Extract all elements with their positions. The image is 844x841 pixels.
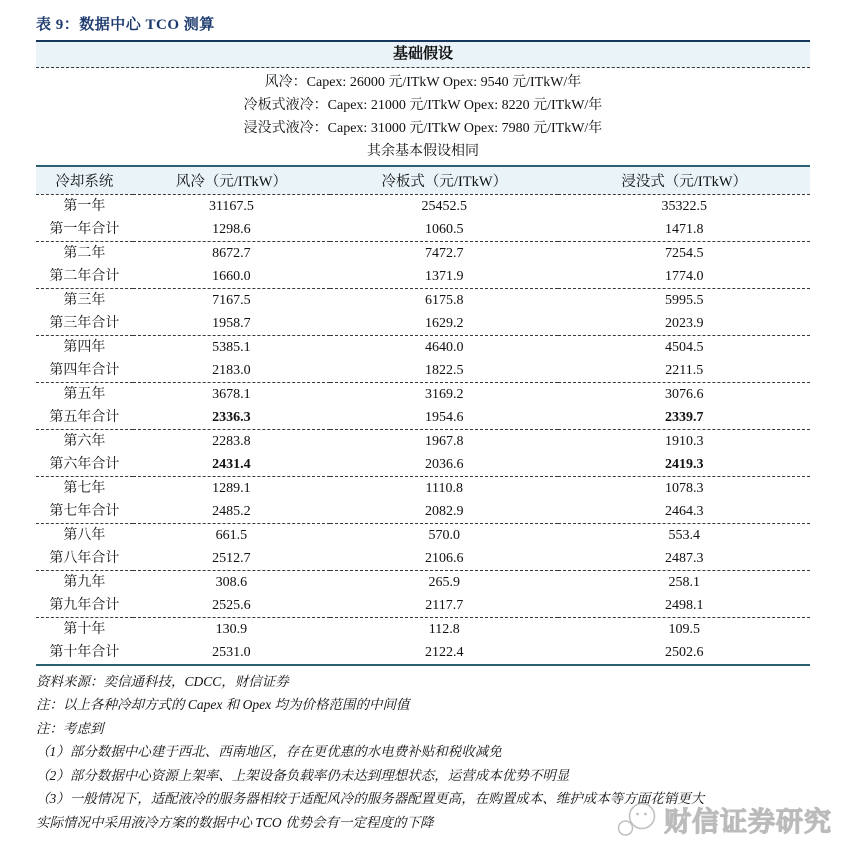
air-cooling-value-cell: 5385.1 xyxy=(212,339,251,355)
table-row xyxy=(36,570,810,594)
tco-table xyxy=(36,165,810,666)
year-label-cell: 第七年合计 xyxy=(36,500,133,524)
air-cooling-value-cell: 2431.4 xyxy=(133,453,330,477)
assumptions-block xyxy=(36,68,810,165)
table-row xyxy=(36,406,810,430)
watermark-text: 财信证券研究 xyxy=(664,807,832,837)
immersion-value-cell: 3076.6 xyxy=(664,386,704,402)
year-label-cell: 第二年合计 xyxy=(36,265,133,289)
note-item-3: （3）一般情况下，适配液冷的服务器相较于适配风冷的服务器配置更高，在购置成本、维护成本等方面花销更大 xyxy=(36,791,705,806)
report-table-figure xyxy=(36,10,810,834)
year-label-cell: 第三年合计 xyxy=(36,312,133,336)
cold-plate-value-cell: 1822.5 xyxy=(330,359,558,383)
year-label-cell: 第五年合计 xyxy=(36,406,133,430)
table-row xyxy=(36,476,810,500)
year-label-cell: 第四年合计 xyxy=(36,359,133,383)
cold-plate-value-cell: 1967.8 xyxy=(425,433,464,449)
page-title: 表 9：数据中心 TCO 测算 xyxy=(36,17,215,33)
table-row xyxy=(36,594,810,618)
tco-table-body xyxy=(36,194,810,665)
immersion-value-cell: 258.1 xyxy=(668,574,700,590)
cold-plate-value-cell: 112.8 xyxy=(428,621,460,637)
table-row xyxy=(36,382,810,406)
year-label-cell: 第四年 xyxy=(63,339,106,355)
immersion-value-cell: 2339.7 xyxy=(558,406,810,430)
immersion-value-cell: 2464.3 xyxy=(558,500,810,524)
immersion-value-cell: 2419.3 xyxy=(558,453,810,477)
air-cooling-value-cell: 2336.3 xyxy=(133,406,330,430)
note-conclusion: 实际情况中采用液冷方案的数据中心 TCO 优势会有一定程度的下降 xyxy=(36,814,434,830)
air-cooling-value-cell: 2283.8 xyxy=(212,433,251,449)
cold-plate-value-cell: 265.9 xyxy=(428,574,461,590)
air-cooling-value-cell: 2485.2 xyxy=(133,500,330,524)
year-label-cell: 第六年 xyxy=(63,433,106,449)
air-cooling-value-cell: 2525.6 xyxy=(133,594,330,618)
wechat-icon xyxy=(617,801,661,839)
immersion-value-cell: 2502.6 xyxy=(664,644,704,660)
table-row xyxy=(36,523,810,547)
immersion-value-cell: 35322.5 xyxy=(661,198,707,214)
table-row xyxy=(36,312,810,336)
year-label-cell: 第十年合计 xyxy=(49,644,120,660)
immersion-value-cell: 4504.5 xyxy=(664,339,704,355)
source-note: 资料来源：奕信通科技，CDCC，财信证券 xyxy=(36,673,289,689)
air-cooling-value-cell: 2531.0 xyxy=(212,644,251,660)
year-label-cell: 第九年合计 xyxy=(36,594,133,618)
table-row xyxy=(36,547,810,571)
year-label-cell: 第一年 xyxy=(63,198,106,214)
table-row xyxy=(36,218,810,242)
year-label-cell: 第八年 xyxy=(63,527,106,543)
year-label-cell: 第一年合计 xyxy=(36,218,133,242)
immersion-value-cell: 2487.3 xyxy=(558,547,810,571)
year-label-cell: 第七年 xyxy=(63,480,106,496)
immersion-value-cell: 1078.3 xyxy=(664,480,704,496)
year-label-cell: 第六年合计 xyxy=(36,453,133,477)
air-cooling-value-cell: 31167.5 xyxy=(208,198,254,214)
immersion-value-cell: 7254.5 xyxy=(664,245,704,261)
cold-plate-value-cell: 6175.8 xyxy=(425,292,464,308)
air-cooling-value-cell: 1958.7 xyxy=(133,312,330,336)
immersion-value-cell: 109.5 xyxy=(668,621,700,637)
cold-plate-value-cell: 25452.5 xyxy=(421,198,468,214)
assumptions-header: 基础假设 xyxy=(36,40,810,68)
year-label-cell: 第九年 xyxy=(63,574,106,590)
air-cooling-value-cell: 3678.1 xyxy=(212,386,251,402)
cold-plate-value-cell: 570.0 xyxy=(428,527,461,543)
assumption-line-immersion: 浸没式液冷：Capex: 31000 元/ITkW Opex: 7980 元/ITkW/年 xyxy=(243,121,603,136)
cold-plate-value-cell: 2036.6 xyxy=(330,453,558,477)
table-row xyxy=(36,335,810,359)
watermark xyxy=(617,800,832,839)
air-cooling-value-cell: 8672.7 xyxy=(212,245,251,261)
immersion-value-cell: 2023.9 xyxy=(558,312,810,336)
air-cooling-value-cell: 1298.6 xyxy=(133,218,330,242)
air-cooling-value-cell: 308.6 xyxy=(215,574,248,590)
cold-plate-value-cell: 3169.2 xyxy=(425,386,464,402)
col-header-immersion: 浸没式（元/ITkW） xyxy=(558,166,810,194)
table-row xyxy=(36,359,810,383)
year-label-cell: 第五年 xyxy=(63,386,106,402)
immersion-value-cell: 5995.5 xyxy=(664,292,704,308)
air-cooling-value-cell: 2512.7 xyxy=(133,547,330,571)
cold-plate-value-cell: 1371.9 xyxy=(330,265,558,289)
cold-plate-value-cell: 1954.6 xyxy=(330,406,558,430)
note-consider: 注：考虑到 xyxy=(36,720,104,736)
immersion-value-cell: 2211.5 xyxy=(558,359,810,383)
cold-plate-value-cell: 1110.8 xyxy=(425,480,463,496)
cold-plate-value-cell: 2117.7 xyxy=(330,594,558,618)
col-header-cold-plate: 冷板式（元/ITkW） xyxy=(330,166,558,194)
note-capex-opex: 注：以上各种冷却方式的 Capex 和 Opex 均为价格范围的中间值 xyxy=(36,697,410,712)
cold-plate-value-cell: 7472.7 xyxy=(425,245,464,261)
table-row xyxy=(36,429,810,453)
year-label-cell: 第三年 xyxy=(63,292,106,308)
immersion-value-cell: 1774.0 xyxy=(558,265,810,289)
table-row xyxy=(36,288,810,312)
cold-plate-value-cell: 1060.5 xyxy=(330,218,558,242)
immersion-value-cell: 2498.1 xyxy=(558,594,810,618)
immersion-value-cell: 553.4 xyxy=(668,527,700,543)
air-cooling-value-cell: 1289.1 xyxy=(212,480,251,496)
year-label-cell: 第八年合计 xyxy=(36,547,133,571)
cold-plate-value-cell: 2106.6 xyxy=(330,547,558,571)
cold-plate-value-cell: 2082.9 xyxy=(330,500,558,524)
col-header-air-cooling: 风冷（元/ITkW） xyxy=(133,166,330,194)
air-cooling-value-cell: 1660.0 xyxy=(133,265,330,289)
year-label-cell: 第十年 xyxy=(63,621,106,637)
assumption-line-air: 风冷：Capex: 26000 元/ITkW Opex: 9540 元/ITkW/年 xyxy=(264,75,582,90)
cold-plate-value-cell: 1629.2 xyxy=(330,312,558,336)
cold-plate-value-cell: 2122.4 xyxy=(425,644,464,660)
year-label-cell: 第二年 xyxy=(63,245,106,261)
cold-plate-value-cell: 4640.0 xyxy=(425,339,464,355)
table-row xyxy=(36,265,810,289)
note-item-1: （1）部分数据中心建于西北、西南地区，存在更优惠的水电费补贴和税收减免 xyxy=(36,744,502,759)
assumption-line-other: 其余基本假设相同 xyxy=(367,144,479,159)
assumption-line-cold-plate: 冷板式液冷：Capex: 21000 元/ITkW Opex: 8220 元/ITkW/年 xyxy=(243,98,603,113)
air-cooling-value-cell: 130.9 xyxy=(215,621,248,637)
table-row xyxy=(36,641,810,665)
table-row xyxy=(36,617,810,641)
immersion-value-cell: 1910.3 xyxy=(664,433,704,449)
air-cooling-value-cell: 7167.5 xyxy=(212,292,251,308)
col-header-cooling-system: 冷却系统 xyxy=(36,166,133,194)
note-item-2: （2）部分数据中心资源上架率、上架设备负载率仍未达到理想状态，运营成本优势不明显 xyxy=(36,767,570,783)
immersion-value-cell: 1471.8 xyxy=(558,218,810,242)
table-row xyxy=(36,241,810,265)
table-row xyxy=(36,194,810,218)
air-cooling-value-cell: 661.5 xyxy=(215,527,248,543)
table-header-row xyxy=(36,166,810,194)
air-cooling-value-cell: 2183.0 xyxy=(133,359,330,383)
table-row xyxy=(36,500,810,524)
table-row xyxy=(36,453,810,477)
